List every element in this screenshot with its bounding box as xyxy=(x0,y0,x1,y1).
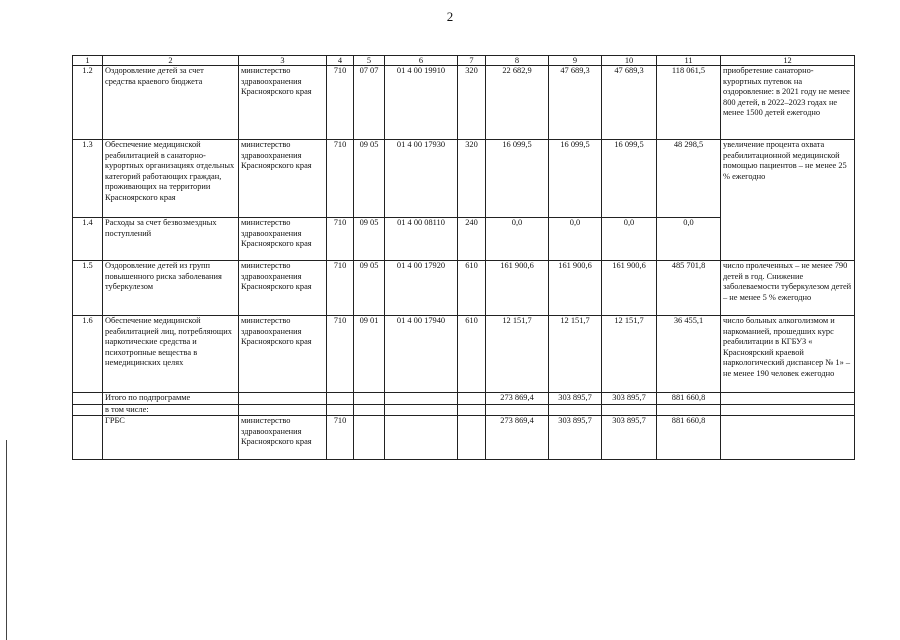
including-row xyxy=(73,404,855,416)
header-cell: 10 xyxy=(602,56,657,66)
header-cell: 7 xyxy=(458,56,486,66)
row-c6: 01 4 00 17920 xyxy=(385,261,458,316)
row-grbs: министерство здравоохранения Красноярского края xyxy=(239,66,327,140)
total-row xyxy=(73,393,855,405)
row-c6: 01 4 00 08110 xyxy=(385,218,458,261)
row-c5: 09 05 xyxy=(354,140,385,218)
row-name: Обеспечение медицинской реабилитацией в санаторно-курортных организациях отдельных категорий работающих граждан, проживающих на территории Красноярского края xyxy=(103,140,239,218)
row-c8: 16 099,5 xyxy=(486,140,549,218)
scan-edge-line xyxy=(6,440,7,640)
row-c4: 710 xyxy=(327,218,354,261)
row-c7: 610 xyxy=(458,261,486,316)
header-cell: 3 xyxy=(239,56,327,66)
row-c5: 07 07 xyxy=(354,66,385,140)
row-c4: 710 xyxy=(327,316,354,393)
header-cell: 5 xyxy=(354,56,385,66)
header-cell: 11 xyxy=(657,56,721,66)
grbs-c9: 303 895,7 xyxy=(549,416,602,460)
row-c5: 09 01 xyxy=(354,316,385,393)
table-row xyxy=(73,140,855,218)
row-c9: 161 900,6 xyxy=(549,261,602,316)
row-name: Обеспечение медицинской реабилитацией лиц, потребляющих наркотические средства и психотропные вещества в немедицинских целях xyxy=(103,316,239,393)
row-c10: 12 151,7 xyxy=(602,316,657,393)
header-cell: 9 xyxy=(549,56,602,66)
header-cell: 2 xyxy=(103,56,239,66)
row-c11: 118 061,5 xyxy=(657,66,721,140)
row-number: 1.3 xyxy=(73,140,103,218)
row-number: 1.6 xyxy=(73,316,103,393)
row-c9: 12 151,7 xyxy=(549,316,602,393)
row-grbs: министерство здравоохранения Красноярского края xyxy=(239,218,327,261)
row-c9: 16 099,5 xyxy=(549,140,602,218)
row-c4: 710 xyxy=(327,261,354,316)
grbs-name: министерство здравоохранения Красноярского края xyxy=(239,416,327,460)
grbs-label: ГРБС xyxy=(103,416,239,460)
row-c8: 12 151,7 xyxy=(486,316,549,393)
row-c9: 0,0 xyxy=(549,218,602,261)
grbs-c8: 273 869,4 xyxy=(486,416,549,460)
row-c11: 36 455,1 xyxy=(657,316,721,393)
header-cell: 8 xyxy=(486,56,549,66)
row-c11: 0,0 xyxy=(657,218,721,261)
row-c7: 320 xyxy=(458,140,486,218)
grbs-c11: 881 660,8 xyxy=(657,416,721,460)
row-c5: 09 05 xyxy=(354,261,385,316)
total-c8: 273 869,4 xyxy=(486,393,549,405)
row-c11: 48 298,5 xyxy=(657,140,721,218)
row-c4: 710 xyxy=(327,66,354,140)
row-c8: 22 682,9 xyxy=(486,66,549,140)
row-c9: 47 689,3 xyxy=(549,66,602,140)
total-label: Итого по подпрограмме xyxy=(103,393,239,405)
row-c10: 47 689,3 xyxy=(602,66,657,140)
header-cell: 12 xyxy=(721,56,855,66)
row-result: приобретение санаторно-курортных путевок на оздоровление: в 2021 году не менее 800 детей, в 2022–2023 годах не менее 1500 детей ежегодно xyxy=(721,66,855,140)
row-number: 1.2 xyxy=(73,66,103,140)
header-cell: 1 xyxy=(73,56,103,66)
row-result: увеличение процента охвата реабилитационной медицинской помощью пациентов – не менее 25 % ежегодно xyxy=(721,140,855,261)
header-cell: 6 xyxy=(385,56,458,66)
row-result: число больных алкоголизмом и наркоманией, прошедших курс реабилитации в КГБУЗ « Красноярский краевой наркологический диспансер № 1» – не менее 190 человек ежегодно xyxy=(721,316,855,393)
row-c10: 161 900,6 xyxy=(602,261,657,316)
grbs-c10: 303 895,7 xyxy=(602,416,657,460)
including-label: в том числе: xyxy=(103,404,239,416)
row-result: число пролеченных – не менее 790 детей в год. Снижение заболеваемости туберкулезом детей – не менее 5 % ежегодно xyxy=(721,261,855,316)
row-c4: 710 xyxy=(327,140,354,218)
row-c7: 320 xyxy=(458,66,486,140)
row-c6: 01 4 00 19910 xyxy=(385,66,458,140)
row-c6: 01 4 00 17940 xyxy=(385,316,458,393)
row-c7: 610 xyxy=(458,316,486,393)
table-row xyxy=(73,66,855,140)
row-name: Расходы за счет безвозмездных поступлений xyxy=(103,218,239,261)
table-row xyxy=(73,316,855,393)
grbs-row xyxy=(73,416,855,460)
row-number: 1.5 xyxy=(73,261,103,316)
row-c10: 16 099,5 xyxy=(602,140,657,218)
row-c7: 240 xyxy=(458,218,486,261)
row-c8: 161 900,6 xyxy=(486,261,549,316)
row-c5: 09 05 xyxy=(354,218,385,261)
row-name: Оздоровление детей за счет средства краевого бюджета xyxy=(103,66,239,140)
row-c10: 0,0 xyxy=(602,218,657,261)
grbs-c4: 710 xyxy=(327,416,354,460)
header-cell: 4 xyxy=(327,56,354,66)
row-grbs: министерство здравоохранения Красноярского края xyxy=(239,316,327,393)
row-name: Оздоровление детей из групп повышенного риска заболевания туберкулезом xyxy=(103,261,239,316)
table-row xyxy=(73,261,855,316)
row-grbs: министерство здравоохранения Красноярского края xyxy=(239,261,327,316)
total-c9: 303 895,7 xyxy=(549,393,602,405)
row-number: 1.4 xyxy=(73,218,103,261)
row-grbs: министерство здравоохранения Красноярского края xyxy=(239,140,327,218)
row-c6: 01 4 00 17930 xyxy=(385,140,458,218)
row-c11: 485 701,8 xyxy=(657,261,721,316)
program-table xyxy=(72,55,855,460)
total-c11: 881 660,8 xyxy=(657,393,721,405)
total-c10: 303 895,7 xyxy=(602,393,657,405)
row-c8: 0,0 xyxy=(486,218,549,261)
header-row xyxy=(73,56,855,66)
page-number: 2 xyxy=(446,9,454,24)
